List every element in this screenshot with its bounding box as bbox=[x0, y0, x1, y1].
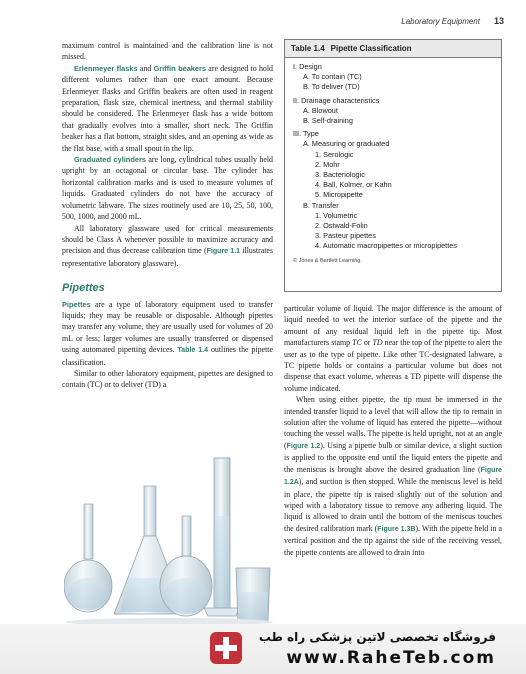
text-run: or bbox=[361, 338, 373, 348]
paragraph bbox=[284, 303, 502, 394]
banner-persian-text: فروشگاه تخصصی لاتین پزشکی راه طب bbox=[258, 630, 496, 644]
paragraph: maximum control is maintained and the calibration line is not missed. bbox=[62, 41, 273, 62]
griffin-beaker bbox=[236, 568, 270, 622]
running-header bbox=[401, 16, 504, 26]
table-row: 5. Micropipette bbox=[315, 190, 363, 200]
raheteb-logo-icon bbox=[208, 630, 244, 666]
text-run: particular volume of liquid. The major difference is the amount of liquid needed to wet the interior surface of the pipette and the amount of any residual liquid left in the pipette tip. Most manufacturers stamp bbox=[284, 304, 502, 348]
figure-link[interactable]: Figure 1.3B bbox=[377, 525, 416, 533]
paragraph bbox=[62, 154, 273, 222]
text-run: are a type of laboratory equipment used to transfer liquids; they may be reusable or disposable. Although pipettes may transfer any volume, they are usually used for volumes of 20 mL or less; larger volumes are usually transferred or dispensed using automated pipetting devices. bbox=[62, 299, 273, 355]
table-title bbox=[285, 40, 501, 58]
paragraph bbox=[62, 299, 273, 368]
paragraph bbox=[62, 223, 273, 270]
text-run: ). With the pipette held in a vertical position and the tip against the side of the receiving vessel, the pipette contents are allowed to drain into bbox=[284, 523, 502, 557]
table-link[interactable]: Table 1.4 bbox=[177, 347, 208, 355]
term-erlenmeyer-flasks: Erlenmeyer flasks bbox=[74, 63, 138, 73]
banner-url[interactable]: www.RaheTeb.com bbox=[286, 648, 496, 668]
table-row: B. Self-draining bbox=[303, 116, 353, 126]
laboratory-glassware-photo bbox=[64, 456, 275, 626]
text-run: outlines the pipette classification. bbox=[62, 345, 273, 367]
text-run: When using either pipette, the tip must be immersed in the intended transfer liquid to a level that will allow the tip to remain in solution after the volume of liquid has entered the pipette—without touching the vessel walls. The pipette is held upright, not at an angle ( bbox=[284, 395, 502, 450]
text-run: ), and suction is then stopped. While the meniscus level is held in place, the pipette tip is raised slightly out of the solution and wiped with a laboratory tissue to remove any adhering liquid. The liquid is allowed to drain until the bottom of the meniscus touches the desired calibration mark ( bbox=[284, 477, 502, 533]
figure-link[interactable]: Figure 1.1 bbox=[206, 248, 241, 256]
pipette-classification-table bbox=[284, 39, 502, 292]
table-caption: Pipette Classification bbox=[330, 44, 412, 53]
table-row: 3. Pasteur pipettes bbox=[315, 231, 376, 241]
paragraph bbox=[284, 394, 502, 558]
table-body bbox=[285, 58, 501, 270]
figure-link[interactable]: Figure 1.2A bbox=[284, 466, 502, 487]
left-column bbox=[62, 40, 273, 391]
right-column bbox=[284, 303, 502, 558]
text-run: TD bbox=[372, 338, 383, 348]
table-row: 1. Volumetric bbox=[315, 210, 358, 220]
table-number: Table 1.4 bbox=[291, 44, 325, 53]
table-credit: © Jones & Bartlett Learning. bbox=[293, 257, 362, 264]
section-heading: Pipettes bbox=[62, 282, 105, 295]
table-row: II. Drainage characteristics bbox=[293, 95, 380, 105]
text-run: near the top of the pipette to alert the user as to the type of pipette. Like other TC-designated labware, a TC pipette holds or contains a particular volume but does not dispense that exact volume, whereas a TD pipette will dispense the volume indicated. bbox=[284, 338, 502, 393]
term-griffin-beakers: Griffin beakers bbox=[153, 63, 207, 73]
text-run: and bbox=[137, 63, 154, 73]
table-row: III. Type bbox=[293, 129, 319, 139]
table-row: B. Transfer bbox=[303, 200, 339, 210]
table-row: 4. Ball, Kolmer, or Kahn bbox=[315, 180, 392, 190]
text-run: TC bbox=[352, 338, 362, 348]
table-row: 2. Ostwald-Folin bbox=[315, 221, 368, 231]
table-row: A. To contain (TC) bbox=[303, 72, 362, 82]
text-run: All laboratory glassware used for critical measurements should be Class A whenever possible to maximize accuracy and precision and thus decrease calibration time ( bbox=[62, 223, 273, 256]
table-row: 3. Bacteriologic bbox=[315, 170, 365, 180]
table-row: A. Measuring or graduated bbox=[303, 139, 390, 149]
text-run: ). Using a pipette bulb or similar device, a slight suction is applied to the opposite end until the liquid enters the pipette and the meniscus is brought above the desired graduation line ( bbox=[284, 440, 502, 474]
figure-link[interactable]: Figure 1.2 bbox=[286, 442, 321, 450]
table-row: 2. Mohr bbox=[315, 159, 340, 169]
advertisement-banner bbox=[0, 624, 526, 674]
text-run: are long, cylindrical tubes usually held upright by an octagonal or circular base. The cylinder has horizontal calibration marks and is used to measure volumes of liquids. Graduated cylinders do not have the accuracy of volumetric labware. The sizes routinely used are 10, 25, 50, 100, 500, 1000, and 2000 mL. bbox=[62, 155, 273, 222]
text-run: are designed to hold different volumes rather than one exact amount. Because Erlenmeyer flasks and Griffin beakers are often used in reagent preparation, flask size, chemical inertness, and thermal stability should be considered. The Erlenmeyer flask has a wide bottom that gradually evolves into a smaller, short neck. The Griffin beaker has a flat bottom, straight sides, and an opening as wide as the flat base, with a small spout in the lip. bbox=[62, 63, 273, 153]
table-row: A. Blowout bbox=[303, 105, 338, 115]
table-row: B. To deliver (TD) bbox=[303, 82, 360, 92]
term-graduated-cylinders: Graduated cylinders bbox=[74, 155, 146, 165]
term-pipettes: Pipettes bbox=[62, 299, 91, 309]
running-title: Laboratory Equipment bbox=[401, 17, 480, 26]
page-number: 13 bbox=[493, 16, 504, 26]
paragraph bbox=[62, 63, 273, 154]
table-row: 1. Serologic bbox=[315, 149, 354, 159]
paragraph: Similar to other laboratory equipment, pipettes are designed to contain (TC) or to deliver (TD) a bbox=[62, 368, 273, 390]
table-row: 4. Automatic macropipettes or micropipettes bbox=[315, 241, 457, 251]
text-run: illustrates representative laboratory glassware). bbox=[62, 246, 274, 268]
table-row: I. Design bbox=[293, 62, 322, 71]
